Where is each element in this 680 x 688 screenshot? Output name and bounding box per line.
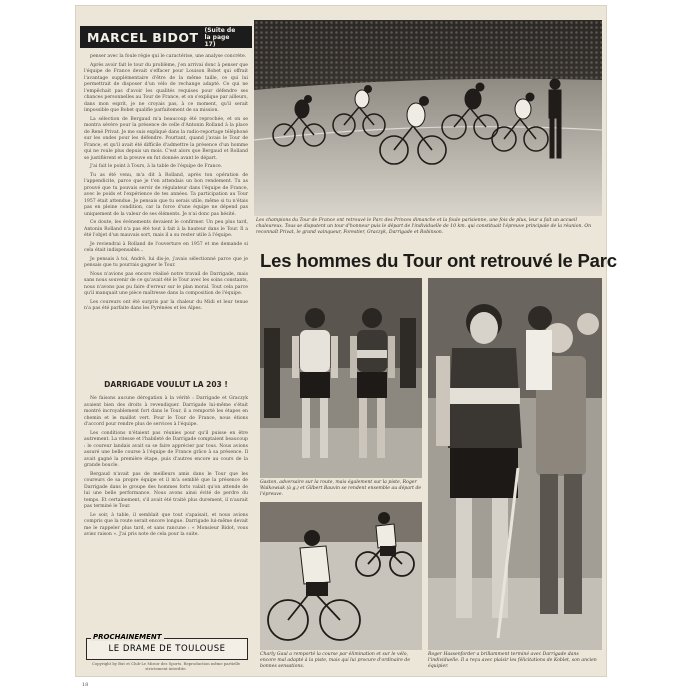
paragraph: Bergaud n'avait pas de meilleurs amis dans le Tour que les coureurs de sa propre équipe et il m'a semblé que la présence de Darrigade dans le groupe des hommes forts valait qu'on attende de lui une belle performance. Nous avons ainsi évité de perdre du temps. Et certainement, s'il avait été traité plus durement, il n'aurait pas terminé le Tour.: [84, 471, 248, 509]
main-headline: Les hommes du Tour ont retrouvé le Parc: [260, 250, 617, 271]
article-body-upper: [84, 54, 248, 360]
paragraph: Je reviendrai à Rolland de l'ouverture en 1957 et me demande si cela était indispensable...: [84, 241, 248, 253]
upcoming-box: [86, 633, 248, 660]
photo-riders-walking: [260, 278, 422, 478]
article-author-title: MARCEL BIDOT: [87, 29, 199, 45]
paragraph: Les coureurs ont été surpris par la chaleur du Midi et leur tenue n'a pas été parfaite dans les Pyrénées et les Alpes.: [84, 299, 248, 311]
article-header: [80, 26, 252, 48]
section-subheading: DARRIGADE VOULUT LA 203 !: [104, 380, 228, 389]
photo-track-race: [254, 20, 602, 216]
photo-track-race-image: [254, 20, 602, 216]
copyright-note: Copyright by But et Club-Le Miroir des Sports. Reproduction même partielle strictement interdite.: [91, 661, 241, 671]
article-body-lower: [84, 396, 248, 628]
paragraph: Après avoir fait le tour du problème, j'en arrivai donc à penser que l'équipe de France devait s'effacer pour Louison Bobet qui offrait l'avantage supplémentaire d'être de la même taille, ce qui lui permettrait de disposer d'un vélo de rechange adapté. Ce qui ne l'empêchait pas d'avoir les qualités requises pour défendre ses chances personnelles au Tour de France, et on s'explique par ailleurs, dans mon esprit, je ne croyais pas, à ce moment, qu'il serait impossible que Bobet qualifie parfaitement de sa mission.: [84, 62, 248, 113]
paragraph: Les conditions n'étaient pas réunies pour qu'il puisse en être autrement. La vitesse et l'habileté de Darrigade comptaient beaucoup : le coureur landais avait su se faire apprécier par tous. Nous avions assuré une belle course à l'équipe de France grâce à sa présence. Il avait gagné la première étape, puis d'autres encore au cours de la grande boucle.: [84, 430, 248, 468]
paragraph: Le soir, à table, il semblait que tout s'apaisait, et nous avions compris que la route serait encore longue. Darrigade lui-même devait me le rappeler plus tard, et sans rancune : « Monsieur Bidot, vous aviez raison ». J'ai pris note de cela pour la suite.: [84, 512, 248, 537]
photo-riders-walking-image: [260, 278, 422, 478]
paragraph: Ne faisons aucune dérogation à la vérité : Darrigade et Graczyk avaient bien des droits à revendiquer. Darrigade lui-même s'était montré incroyablement fort dans le Tour, il a remporté les étapes en chemin et le maillot vert. Pour le Tour de France, nous étions d'accord pour rendre plus de services à l'équipe.: [84, 396, 248, 427]
paragraph: La sélection de Bergaud m'a beaucoup été reprochée, et on se montra sévère pour la présence de celle d'Antonin Rolland à la place de René Privat. Je me suis expliqué dans la radio-reportage téléphoné sur les ondes pour les défendre. Pourtant, quand j'avais le Tour de France, et qu'il avait été difficile d'admettre la présence d'un homme qui ne roule plus depuis un mois. C'est alors que Bergaud et Rolland se justifièrent et la preuve en fut donnée avant le départ.: [84, 116, 248, 161]
magazine-page: [76, 6, 617, 688]
caption-riders-walking: Gaston, adversaire sur la route, mais également sur la piste, Roger Walkowiak (à g.) et Gilbert Bauvin se rendent ensemble au départ de l'épreuve.: [260, 480, 422, 497]
paragraph: Ce doute, les événements devaient le confirmer. Un peu plus tard, Antonin Rolland n'a pas été tout à fait à la hauteur dans le Tour. Il a été l'objet d'un mauvais sort, mais il a su rester utile à l'équipe.: [84, 220, 248, 238]
caption-riders-cycling: Charly Gaul a remporté la course par élimination et sur le vélo, encore mal adapté à la piste, mais qui lui procure d'ordinaire de bonnes sensations.: [260, 652, 411, 669]
paragraph: penser avec la foule régie qui le caractérise, une analyse concrète.: [90, 54, 247, 59]
caption-rider-with-cane: Roger Hassenforder a brillamment terminé avec Darrigade dans l'individuelle. Il a reçu avec plaisir les félicitations de Koblet, son ancien équipier.: [428, 652, 597, 669]
paragraph: Tu as été venu, m'a dit à Rolland, après ton opération de l'appendicite, parce que je t'en attendais un bon rendement. Tu as prouvé que tu pouvais servir de régulateur dans l'équipe de France, avec le poids et l'expérience de tes années. Ta participation au Tour 1957 était attendue. Je pensais que tu serais utile, même si tu n'étais pas en pleine condition, car la force d'une équipe ne dépend pas uniquement de la valeur de ses éléments. Je n'ai donc pas hésité.: [84, 172, 248, 217]
caption-track-race: Les champions du Tour de France ont retrouvé le Parc des Princes dimanche et la foule parisienne, une fois de plus, leur a fait un accueil chaleureux. Tous se disputent un tour d'honneur puis le départ de l'individuelle de 10 km. qui constituait l'épreuve principale de la réunion. On reconnaît Privat, le grand vainqueur, Forestier, Graczyk, Darrigade et Robinson.: [256, 218, 592, 235]
upcoming-label: PROCHAINEMENT: [93, 633, 162, 641]
article-column: [80, 20, 252, 688]
continued-note: (Suite de la page 17): [204, 26, 236, 48]
paragraph: J'ai fait le point à Tours, à la table de l'équipe de France.: [90, 164, 223, 169]
paragraph: Nous n'avions pas encore réalisé notre travail de Darrigade, mais sans nous souvenir de ce qu'avait été le Tour avec les soins constants, nous n'avons pas pu faire d'erreur sur le plan moral. Tout cela parce qu'il manquait une pièce maîtresse dans la composition de l'équipe.: [84, 271, 248, 296]
paragraph: Je pensais à toi, André, lui dis-je, j'avais sélectionné parce que je pensais que tu pourrais gagner le Tour.: [84, 256, 248, 268]
upcoming-title: LE DRAME DE TOULOUSE: [108, 644, 226, 654]
page-number: 18: [82, 682, 89, 688]
photo-riders-cycling-image: [260, 502, 422, 650]
photo-rider-with-cane-image: [428, 278, 602, 650]
photo-riders-cycling: [260, 502, 422, 650]
photo-rider-with-cane: [428, 278, 602, 650]
